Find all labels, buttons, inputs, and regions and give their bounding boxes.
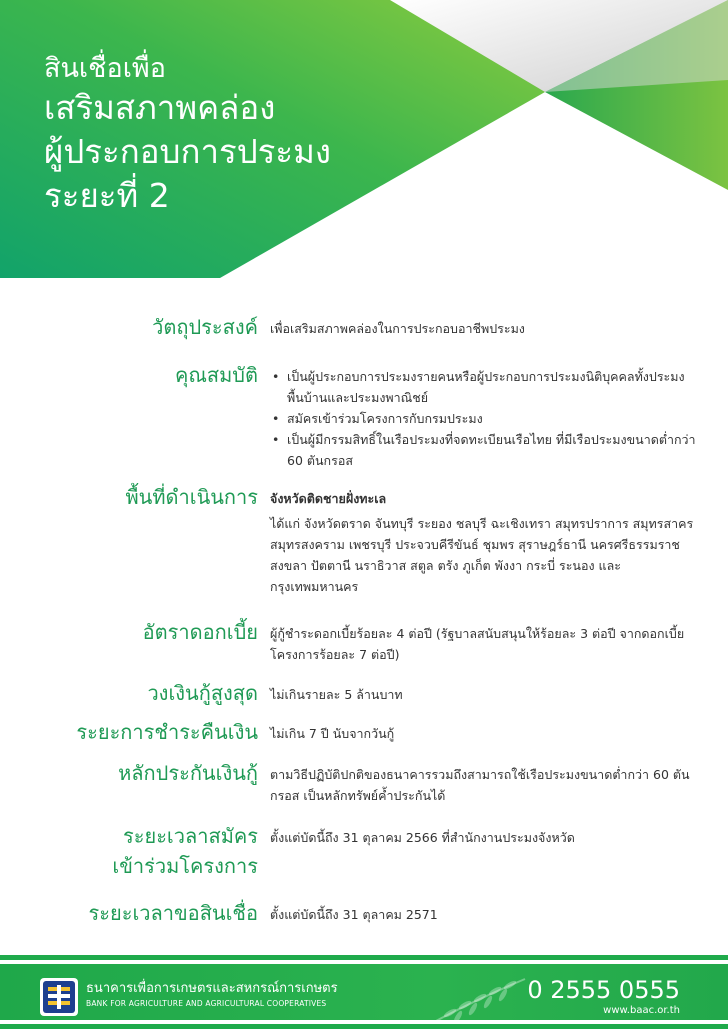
hero-line-4: ระยะที่ 2 xyxy=(44,176,170,215)
area-label: พื้นที่ดำเนินการ xyxy=(125,485,258,509)
contact-phone[interactable]: 0 2555 0555 xyxy=(527,976,680,1004)
footer-bottom-stripe xyxy=(0,1024,728,1029)
qualifications-value xyxy=(270,366,700,471)
footer xyxy=(0,955,728,1029)
objective-value: เพื่อเสริมสภาพคล่องในการประกอบอาชีพประมง xyxy=(270,321,525,336)
bank-name-thai: ธนาคารเพื่อการเกษตรและสหกรณ์การเกษตร xyxy=(86,981,338,996)
qualification-item: • เป็นผู้มีกรรมสิทธิ์ในเรือประมงที่จดทะเบียนเรือไทย ที่มีเรือประมงขนาดต่ำกว่า 60 ตันกรอส xyxy=(270,429,700,471)
apply-period-label-1: ระยะเวลาสมัคร xyxy=(122,824,258,848)
qualifications-list xyxy=(270,366,700,471)
apply-period-value: ตั้งแต่บัดนี้ถึง 31 ตุลาคม 2566 ที่สำนักงานประมงจังหวัด xyxy=(270,830,575,845)
footer-band xyxy=(0,964,728,1020)
bank-name-english: BANK FOR AGRICULTURE AND AGRICULTURAL COOPERATIVES xyxy=(86,999,327,1008)
qualifications-label: คุณสมบัติ xyxy=(174,363,258,387)
rice-stalk-icon xyxy=(420,973,530,1029)
objective-label: วัตถุประสงค์ xyxy=(152,315,258,339)
footer-top-stripe xyxy=(0,955,728,960)
limit-label: วงเงินกู้สูงสุด xyxy=(147,681,258,705)
apply-period-label-2: เข้าร่วมโครงการ xyxy=(112,854,258,878)
loan-period-label: ระยะเวลาขอสินเชื่อ xyxy=(88,901,258,925)
area-provinces: ได้แก่ จังหวัดตราด จันทบุรี ระยอง ชลบุรี ฉะเชิงเทรา สมุทรปราการ สมุทรสาคร สมุทรสงคราม เพชรบุรี ประจวบคีรีขันธ์ ชุมพร สุราษฎร์ธานี นครศรีธรรมราช สงขลา ปัตตานี นราธิวาส สตูล ตรัง ภูเก็ต พังงา กระบี่ ระนอง และกรุงเทพมหานคร xyxy=(270,516,694,594)
hero-line-1: สินเชื่อเพื่อ xyxy=(44,53,166,84)
area-value xyxy=(270,488,700,597)
website-link[interactable]: www.baac.or.th xyxy=(603,1005,680,1016)
hero-line-2: เสริมสภาพคล่อง xyxy=(44,88,276,127)
collateral-value: ตามวิธีปฏิบัติปกติของธนาคารรวมถึงสามารถใช้เรือประมงขนาดต่ำกว่า 60 ตันกรอส เป็นหลักทรัพย์ค้ำประกันได้ xyxy=(270,767,690,803)
hero-banner xyxy=(0,0,728,278)
repayment-value: ไม่เกิน 7 ปี นับจากวันกู้ xyxy=(270,726,395,741)
hero-line-3: ผู้ประกอบการประมง xyxy=(44,132,331,171)
loan-period-value: ตั้งแต่บัดนี้ถึง 31 ตุลาคม 2571 xyxy=(270,907,438,922)
interest-label: อัตราดอกเบี้ย xyxy=(142,620,258,644)
area-heading: จังหวัดติดชายฝั่งทะเล xyxy=(270,491,387,506)
interest-value: ผู้กู้ชำระดอกเบี้ยร้อยละ 4 ต่อปี (รัฐบาลสนับสนุนให้ร้อยละ 3 ต่อปี จากดอกเบี้ยโครงการร้อยละ 7 ต่อปี) xyxy=(270,626,685,662)
qualification-item: • เป็นผู้ประกอบการประมงรายคนหรือผู้ประกอบการประมงนิติบุคคลทั้งประมงพื้นบ้านและประมงพาณิชย์ xyxy=(270,366,700,408)
repayment-label: ระยะการชำระคืนเงิน xyxy=(76,720,258,744)
collateral-label: หลักประกันเงินกู้ xyxy=(118,761,258,785)
hero-title xyxy=(44,52,331,218)
qualification-item: • สมัครเข้าร่วมโครงการกับกรมประมง xyxy=(270,408,700,429)
baac-logo-icon xyxy=(40,978,78,1016)
limit-value: ไม่เกินรายละ 5 ล้านบาท xyxy=(270,687,403,702)
